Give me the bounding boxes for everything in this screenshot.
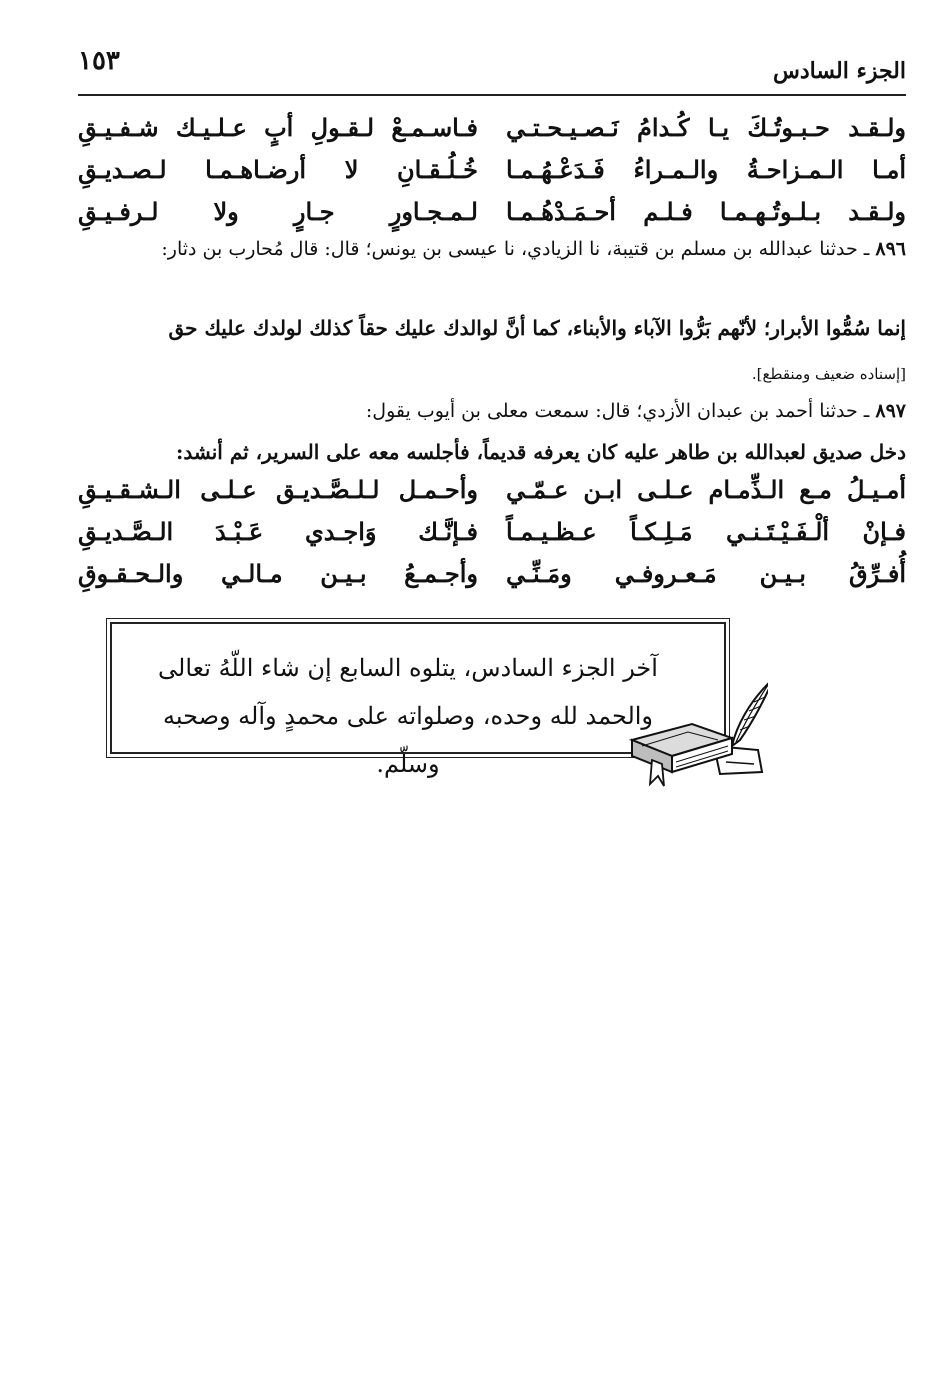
verse-first-hemistich: أمـا الـمـزاحـةُ والـمـراءُ فَـدَعْـهُـمـا xyxy=(506,155,906,184)
report-897-narration: دخل صديق لعبدالله بن طاهر عليه كان يعرفه قديماً، فأجلسه معه على السرير، ثم أنشد: xyxy=(176,440,906,464)
report-chain: ـ حدثنا عبدالله بن مسلم بن قتيبة، نا الزيادي، نا عيسى بن يونس؛ قال: قال مُحارب بن دثار: xyxy=(161,238,876,260)
report-896-quote: إنما سُمُّوا الأبرار؛ لأنّهم بَرُّوا الآباء والأبناء، كما أنَّ لوالدك عليك حقاً كذلك لولدك عليك حق xyxy=(168,316,906,340)
verse-line xyxy=(78,554,906,596)
verse-first-hemistich: ولـقـد حـبـوتُـكَ يـا كُـدامُ نَـصـيـحـتـي xyxy=(506,113,906,142)
verse-second-hemistich: لـمـجـاورٍ جـارٍ ولا لـرفـيـقِ xyxy=(78,197,478,226)
verse-line xyxy=(78,470,906,512)
report-number: ٨٩٧ xyxy=(875,400,906,422)
verse-second-hemistich: فـاسـمـعْ لـقـولِ أبٍ عـلـيـك شـفـيـقِ xyxy=(78,113,478,142)
poem-second xyxy=(78,470,906,596)
poem-first xyxy=(78,108,906,234)
colophon-line: والحمد لله وحده، وصلواته على محمدٍ وآله وصحبه وسلّم. xyxy=(162,702,654,778)
verse-first-hemistich: أُفـرِّقُ بـيـن مَـعـروفـي ومَـنِّـي xyxy=(506,559,906,588)
verse-first-hemistich: أمـيـلُ مـع الـذِّمـام عـلـى ابـن عـمّـي xyxy=(506,475,906,504)
colophon-text xyxy=(152,644,664,788)
report-number: ٨٩٦ xyxy=(875,238,906,260)
report-chain: ـ حدثنا أحمد بن عبدان الأزدي؛ قال: سمعت معلى بن أيوب يقول: xyxy=(365,400,876,422)
verse-first-hemistich: فـإنْ ألْـفَـيْـتَـنـي مَـلِـكـاً عـظـيـمـاً xyxy=(506,517,906,546)
verse-second-hemistich: فـإنَّـك وَاجـدي عَـبْـدَ الـصَّـديـقِ xyxy=(78,517,478,546)
report-897 xyxy=(78,396,906,426)
grading-note: [إسناده ضعيف ومنقطع]. xyxy=(751,365,906,383)
verse-second-hemistich: وأجـمـعُ بـيـن مـالـي والـحـقـوقِ xyxy=(78,559,478,588)
verse-first-hemistich: ولـقـد بـلـوتُـهـمـا فـلـم أحـمَـدْهُـمـا xyxy=(506,197,906,226)
verse-line xyxy=(78,150,906,192)
verse-second-hemistich: خُـلُـقـانِ لا أرضـاهـمـا لـصـديـقِ xyxy=(78,155,478,184)
section-title: الجزء السادس xyxy=(773,58,906,84)
verse-line xyxy=(78,192,906,234)
verse-line xyxy=(78,512,906,554)
book-and-quill-icon xyxy=(628,676,768,788)
verse-line xyxy=(78,108,906,150)
page-number: ١٥٣ xyxy=(78,46,120,76)
report-896 xyxy=(78,234,906,264)
running-header xyxy=(78,44,906,96)
verse-second-hemistich: وأحـمـل لـلـصَّـديـق عـلـى الـشـقـيـقِ xyxy=(78,475,478,504)
colophon-line: آخر الجزء السادس، يتلوه السابع إن شاء اللّهُ تعالى xyxy=(158,654,658,682)
